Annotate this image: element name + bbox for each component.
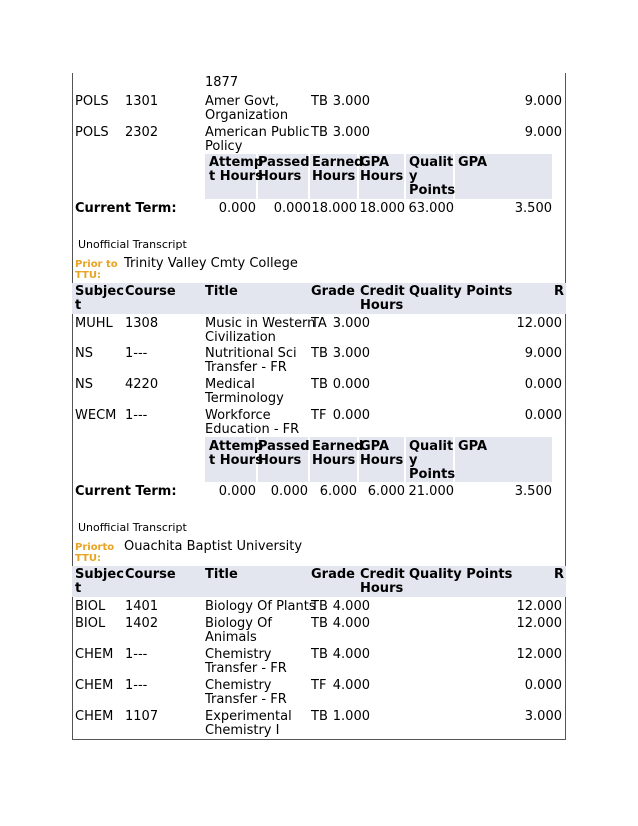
row-grade: TF (311, 678, 327, 693)
term-earned: 18.000 (311, 201, 357, 216)
passed-hours-header: Passed (258, 439, 310, 454)
course-header: Course (125, 284, 176, 299)
row-grade: TA (311, 316, 327, 331)
row-grade: TB (311, 599, 328, 614)
row-credit: 0.000 (332, 408, 370, 423)
term-gpa-hours: 18.000 (359, 201, 405, 216)
row-title-line1: Biology Of (205, 616, 272, 631)
term-quality: 63.000 (408, 201, 454, 216)
row-points: 9.000 (524, 94, 562, 109)
term-passed: 0.000 (270, 484, 308, 499)
row-points: 12.000 (516, 616, 562, 631)
quality-points-header: Quality Points (409, 567, 513, 582)
row-title-line2: Transfer - FR (205, 692, 287, 707)
credit-hours-header: Credit (360, 284, 405, 299)
row-course: 4220 (125, 377, 159, 392)
row-title-line1: Medical (205, 377, 255, 392)
row-title-line1: Workforce (205, 408, 271, 423)
grade-header: Grade (311, 567, 355, 582)
term-attempt: 0.000 (218, 484, 256, 499)
credit-hours-header: Credit (360, 567, 405, 582)
earned-hours-header-2: Hours (312, 169, 356, 184)
passed-hours-header-2: Hours (258, 169, 302, 184)
credit-hours-header-2: Hours (360, 581, 404, 596)
term-passed: 0.000 (273, 201, 311, 216)
row-credit: 3.000 (332, 316, 370, 331)
grade-header: Grade (311, 284, 355, 299)
row-title-line2: Transfer - FR (205, 661, 287, 676)
row-title-line2: Education - FR (205, 422, 300, 437)
subject-header: Subjec (75, 567, 124, 582)
gpa-hours-header: GPA (360, 439, 390, 454)
row-credit: 3.000 (332, 346, 370, 361)
current-term-label: Current Term: (75, 201, 177, 216)
row-grade: TB (311, 125, 328, 140)
r-header: R (554, 567, 565, 582)
subject-header-2: t (75, 298, 82, 313)
row-grade: TB (311, 346, 328, 361)
row-points: 12.000 (516, 316, 562, 331)
row-title-line1: American Public (205, 125, 310, 140)
row-points: 0.000 (524, 678, 562, 693)
row-grade: TB (311, 647, 328, 662)
quality-points-header: Qualit (409, 439, 454, 454)
row-title-line2: Animals (205, 630, 257, 645)
passed-hours-header: Passed (258, 155, 310, 170)
title-header: Title (205, 284, 238, 299)
row-subject: CHEM (75, 647, 114, 662)
row-points: 0.000 (524, 408, 562, 423)
row-course: 1107 (125, 709, 159, 724)
row-subject: NS (75, 346, 93, 361)
row-subject: POLS (75, 94, 109, 109)
prior-to-ttu-label-2: TTU: (75, 270, 101, 281)
quality-points-header: Qualit (409, 155, 454, 170)
row-credit: 4.000 (332, 678, 370, 693)
row-course: 1--- (125, 346, 148, 361)
subject-header: Subjec (75, 284, 124, 299)
row-title-line1: Nutritional Sci (205, 346, 297, 361)
row-credit: 4.000 (332, 647, 370, 662)
term-attempt: 0.000 (218, 201, 256, 216)
row-title-line1: Chemistry (205, 647, 272, 662)
earned-hours-header: Earned (312, 155, 364, 170)
attempt-hours-header-2: t Hours (209, 169, 263, 184)
row-grade: TB (311, 94, 328, 109)
row-title-line2: Organization (205, 108, 289, 123)
attempt-hours-header: Attemp (209, 155, 264, 170)
quality-points-header-3: Points (409, 467, 456, 482)
gpa-hours-header: GPA (360, 155, 390, 170)
institution-name: Trinity Valley Cmty College (124, 256, 298, 271)
row-course: 1301 (125, 94, 159, 109)
row-title-line1: Music in Western (205, 316, 316, 331)
credit-hours-header-2: Hours (360, 298, 404, 313)
row-grade: TB (311, 377, 328, 392)
row-credit: 3.000 (332, 94, 370, 109)
row-credit: 1.000 (332, 709, 370, 724)
row-subject: BIOL (75, 616, 106, 631)
r-header: R (554, 284, 565, 299)
quality-points-header: Quality Points (409, 284, 513, 299)
term-gpa: 3.500 (514, 484, 552, 499)
term-gpa: 3.500 (514, 201, 552, 216)
row-subject: CHEM (75, 678, 114, 693)
prior-to-ttu-label: Prior to (75, 259, 118, 270)
row-credit: 3.000 (332, 125, 370, 140)
row-credit: 4.000 (332, 599, 370, 614)
attempt-hours-header-2: t Hours (209, 453, 263, 468)
row-subject: NS (75, 377, 93, 392)
gpa-hours-header-2: Hours (360, 453, 404, 468)
row-subject: WECM (75, 408, 117, 423)
gpa-header: GPA (458, 155, 488, 170)
prior-to-ttu-label-2: TTU: (75, 553, 101, 564)
row-subject: MUHL (75, 316, 113, 331)
row-title-line2: Policy (205, 139, 243, 154)
row-points: 12.000 (516, 647, 562, 662)
row-course: 1--- (125, 408, 148, 423)
row-points: 3.000 (524, 709, 562, 724)
row-credit: 0.000 (332, 377, 370, 392)
row-title-line1: Chemistry (205, 678, 272, 693)
gpa-header: GPA (458, 439, 488, 454)
subject-header-2: t (75, 581, 82, 596)
row-course: 1401 (125, 599, 159, 614)
row-subject: POLS (75, 125, 109, 140)
quality-points-header-2: y (409, 453, 418, 468)
row-subject: CHEM (75, 709, 114, 724)
divider (404, 437, 406, 482)
row-grade: TF (311, 408, 327, 423)
divider (404, 154, 406, 199)
row-title-line2: Chemistry I (205, 723, 280, 738)
row-credit: 4.000 (332, 616, 370, 631)
row-course: 1308 (125, 316, 159, 331)
current-term-label: Current Term: (75, 484, 177, 499)
quality-points-header-3: Points (409, 183, 456, 198)
earned-hours-header: Earned (312, 439, 364, 454)
term-quality: 21.000 (408, 484, 454, 499)
prior-to-ttu-label: Priorto (75, 542, 115, 553)
quality-points-header-2: y (409, 169, 418, 184)
row-title-line2: Transfer - FR (205, 360, 287, 375)
row-course: 2302 (125, 125, 159, 140)
title-fragment: 1877 (205, 75, 239, 90)
row-title-line1: Amer Govt, (205, 94, 279, 109)
earned-hours-header-2: Hours (312, 453, 356, 468)
term-earned: 6.000 (319, 484, 357, 499)
unofficial-transcript-label: Unofficial Transcript (78, 238, 187, 251)
row-title-line2: Terminology (205, 391, 284, 406)
row-points: 12.000 (516, 599, 562, 614)
row-points: 0.000 (524, 377, 562, 392)
unofficial-transcript-label: Unofficial Transcript (78, 521, 187, 534)
title-header: Title (205, 567, 238, 582)
institution-name: Ouachita Baptist University (124, 539, 303, 554)
gpa-hours-header-2: Hours (360, 169, 404, 184)
row-course: 1--- (125, 678, 148, 693)
row-subject: BIOL (75, 599, 106, 614)
passed-hours-header-2: Hours (258, 453, 302, 468)
term-gpa-hours: 6.000 (367, 484, 405, 499)
row-points: 9.000 (524, 346, 562, 361)
row-course: 1402 (125, 616, 159, 631)
course-header: Course (125, 567, 176, 582)
attempt-hours-header: Attemp (209, 439, 264, 454)
row-points: 9.000 (524, 125, 562, 140)
row-course: 1--- (125, 647, 148, 662)
row-title-line1: Experimental (205, 709, 292, 724)
row-grade: TB (311, 616, 328, 631)
row-grade: TB (311, 709, 328, 724)
row-title-line1: Biology Of Plants (205, 599, 316, 614)
row-title-line2: Civilization (205, 330, 276, 345)
